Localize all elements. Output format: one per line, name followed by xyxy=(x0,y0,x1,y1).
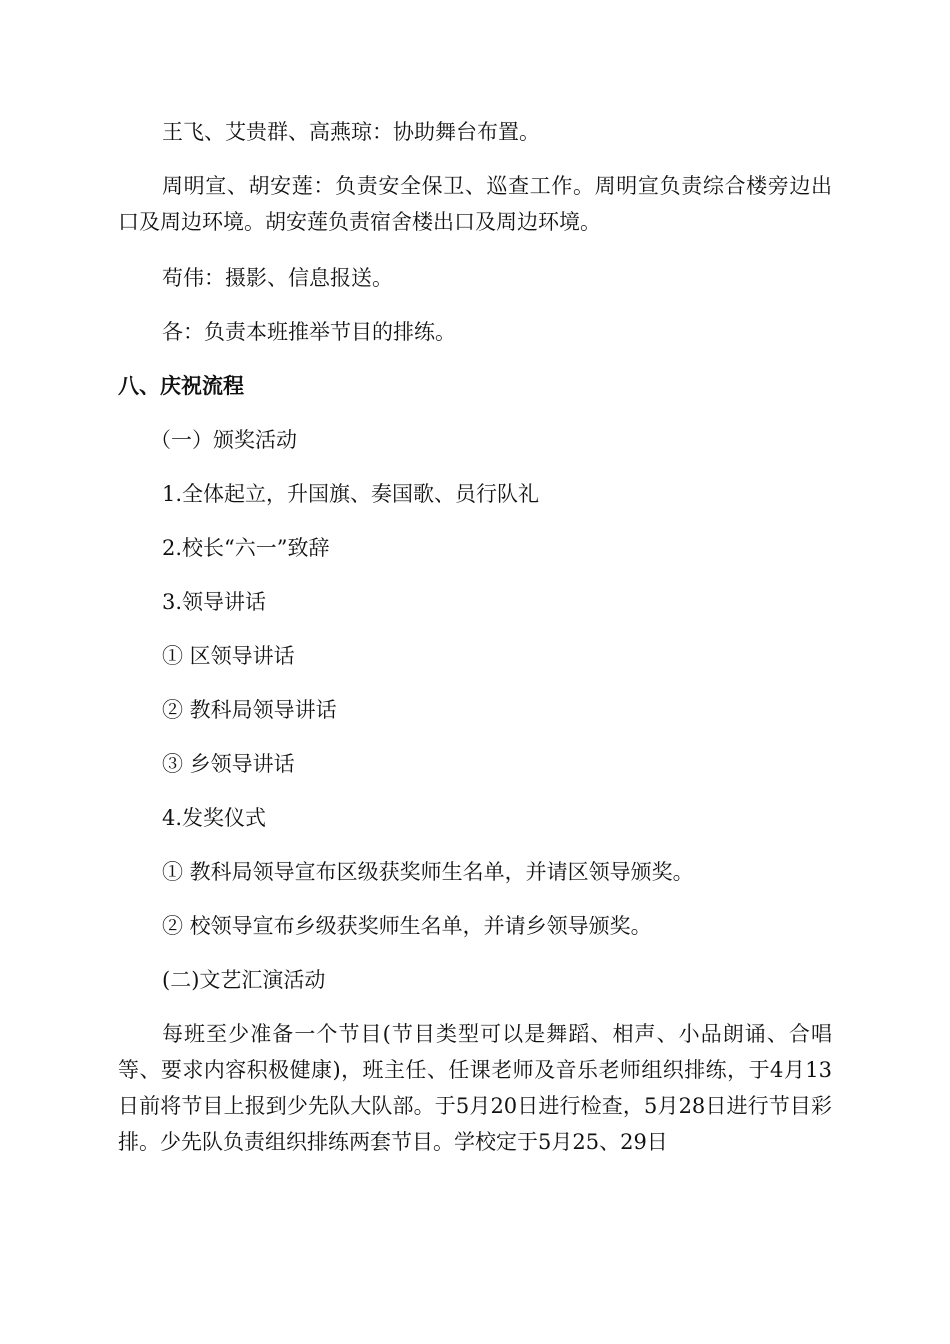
paragraph-security: 周明宣、胡安莲：负责安全保卫、巡查工作。周明宣负责综合楼旁边出口及周边环境。胡安莲负责宿舍楼出口及周边环境。 xyxy=(118,174,832,234)
list-item: ① 区领导讲话 xyxy=(162,644,295,668)
list-item: 1.全体起立，升国旗、奏国歌、员行队礼 xyxy=(162,482,540,506)
list-item: ② 教科局领导讲话 xyxy=(162,698,337,722)
list-item: ② 校领导宣布乡级获奖师生名单，并请乡领导颁奖。 xyxy=(162,914,652,938)
paragraph-performance-details: 每班至少准备一个节目(节目类型可以是舞蹈、相声、小品朗诵、合唱等、要求内容积极健康)，班主任、任课老师及音乐老师组织排练，于4月13日前将节目上报到少先队大队部。于5月20日进行检查，5月28日进行节目彩排。少先队负责组织排练两套节目。学校定于5月25、29日 xyxy=(118,1022,832,1154)
paragraph-photography: 苟伟：摄影、信息报送。 xyxy=(162,266,393,290)
paragraph-stage-setup: 王飞、艾贵群、高燕琼：协助舞台布置。 xyxy=(162,120,540,144)
list-item: ③ 乡领导讲话 xyxy=(162,752,295,776)
subsection-performance: (二)文艺汇演活动 xyxy=(162,968,326,992)
subsection-award-activity: （一）颁奖活动 xyxy=(150,428,297,452)
list-item: 3.领导讲话 xyxy=(162,590,267,614)
list-item: ① 教科局领导宣布区级获奖师生名单，并请区领导颁奖。 xyxy=(162,860,694,884)
paragraph-class-rehearsal: 各：负责本班推举节目的排练。 xyxy=(162,320,456,344)
list-item: 2.校长“六一”致辞 xyxy=(162,536,330,560)
list-item: 4.发奖仪式 xyxy=(162,806,267,830)
section-heading: 八、庆祝流程 xyxy=(118,374,244,398)
